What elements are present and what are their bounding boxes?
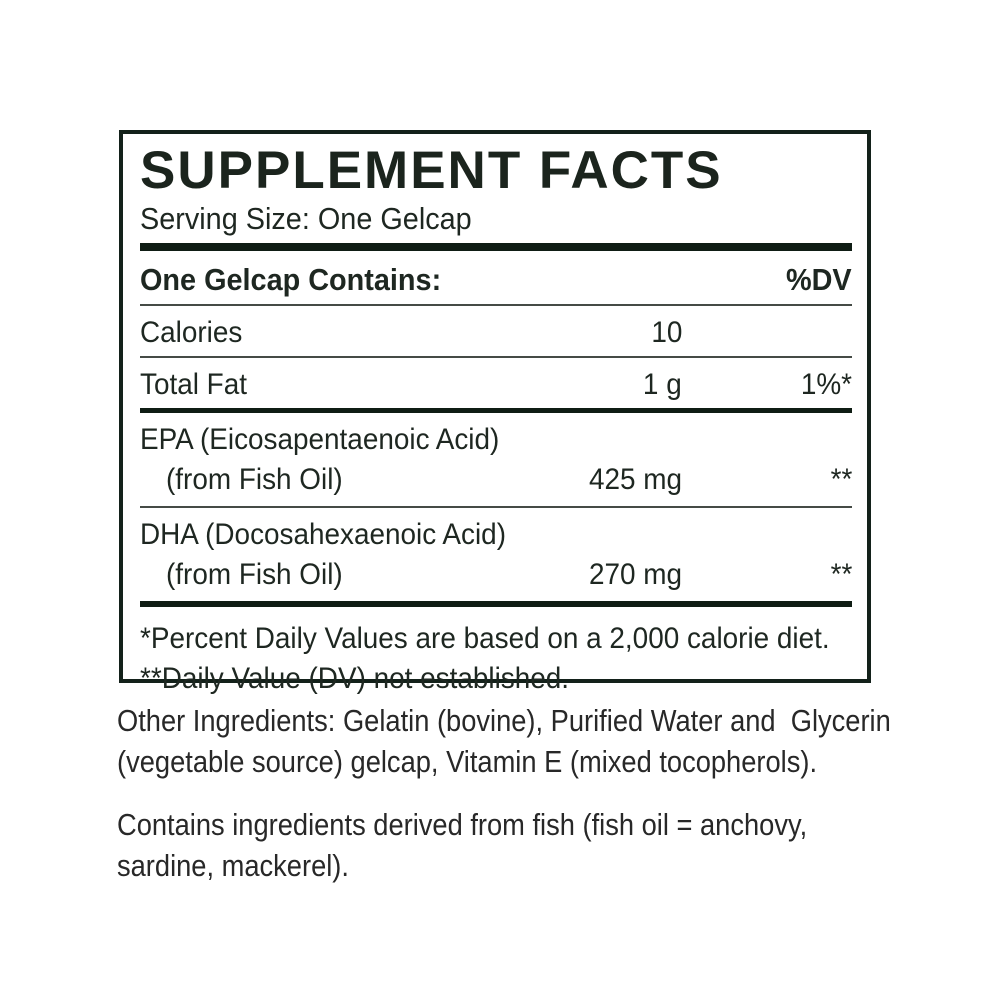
footnotes	[140, 619, 852, 699]
allergen-line2: sardine, mackerel).	[117, 848, 349, 883]
other-ingredients-line1: Other Ingredients: Gelatin (bovine), Purified Water and Glycerin	[117, 703, 891, 738]
calories-name: Calories	[140, 316, 243, 349]
footnote-percent-dv: *Percent Daily Values are based on a 2,000 calorie diet.	[140, 622, 830, 655]
supplement-facts-panel	[119, 130, 871, 695]
total-fat-name: Total Fat	[140, 368, 248, 401]
allergen-line1: Contains ingredients derived from fish (fish oil = anchovy,	[117, 807, 808, 842]
table-row-total-fat	[140, 358, 852, 413]
dha-name: DHA (Docosahexaenoic Acid)	[140, 518, 506, 551]
table-header-row	[140, 251, 852, 306]
epa-amount: 425 mg	[588, 463, 682, 496]
dha-dv: **	[830, 558, 852, 591]
footnote-dv-not-established: **Daily Value (DV) not established.	[140, 662, 570, 695]
dha-source: (from Fish Oil)	[166, 558, 343, 591]
allergen-paragraph	[117, 804, 907, 886]
serving-size-text	[140, 200, 852, 238]
dha-amount: 270 mg	[588, 558, 682, 591]
thick-divider-top	[140, 243, 852, 251]
panel-title: SUPPLEMENT FACTS	[140, 141, 723, 200]
table-row-dha	[140, 508, 852, 607]
epa-name: EPA (Eicosapentaenoic Acid)	[140, 423, 500, 456]
serving-size-label: Serving Size: One Gelcap	[140, 201, 472, 236]
epa-dv: **	[830, 463, 852, 496]
header-contains-label: One Gelcap Contains:	[140, 262, 442, 297]
header-dv-label: %DV	[786, 262, 852, 297]
table-row-epa	[140, 413, 852, 508]
total-fat-dv: 1%*	[800, 368, 852, 401]
other-ingredients-paragraph	[117, 700, 907, 782]
other-ingredients-line2: (vegetable source) gelcap, Vitamin E (mixed tocopherols).	[117, 744, 818, 779]
calories-amount: 10	[650, 316, 682, 349]
below-panel-text	[117, 700, 907, 908]
epa-source: (from Fish Oil)	[166, 463, 343, 496]
total-fat-amount: 1 g	[643, 368, 682, 401]
table-row-calories	[140, 306, 852, 358]
